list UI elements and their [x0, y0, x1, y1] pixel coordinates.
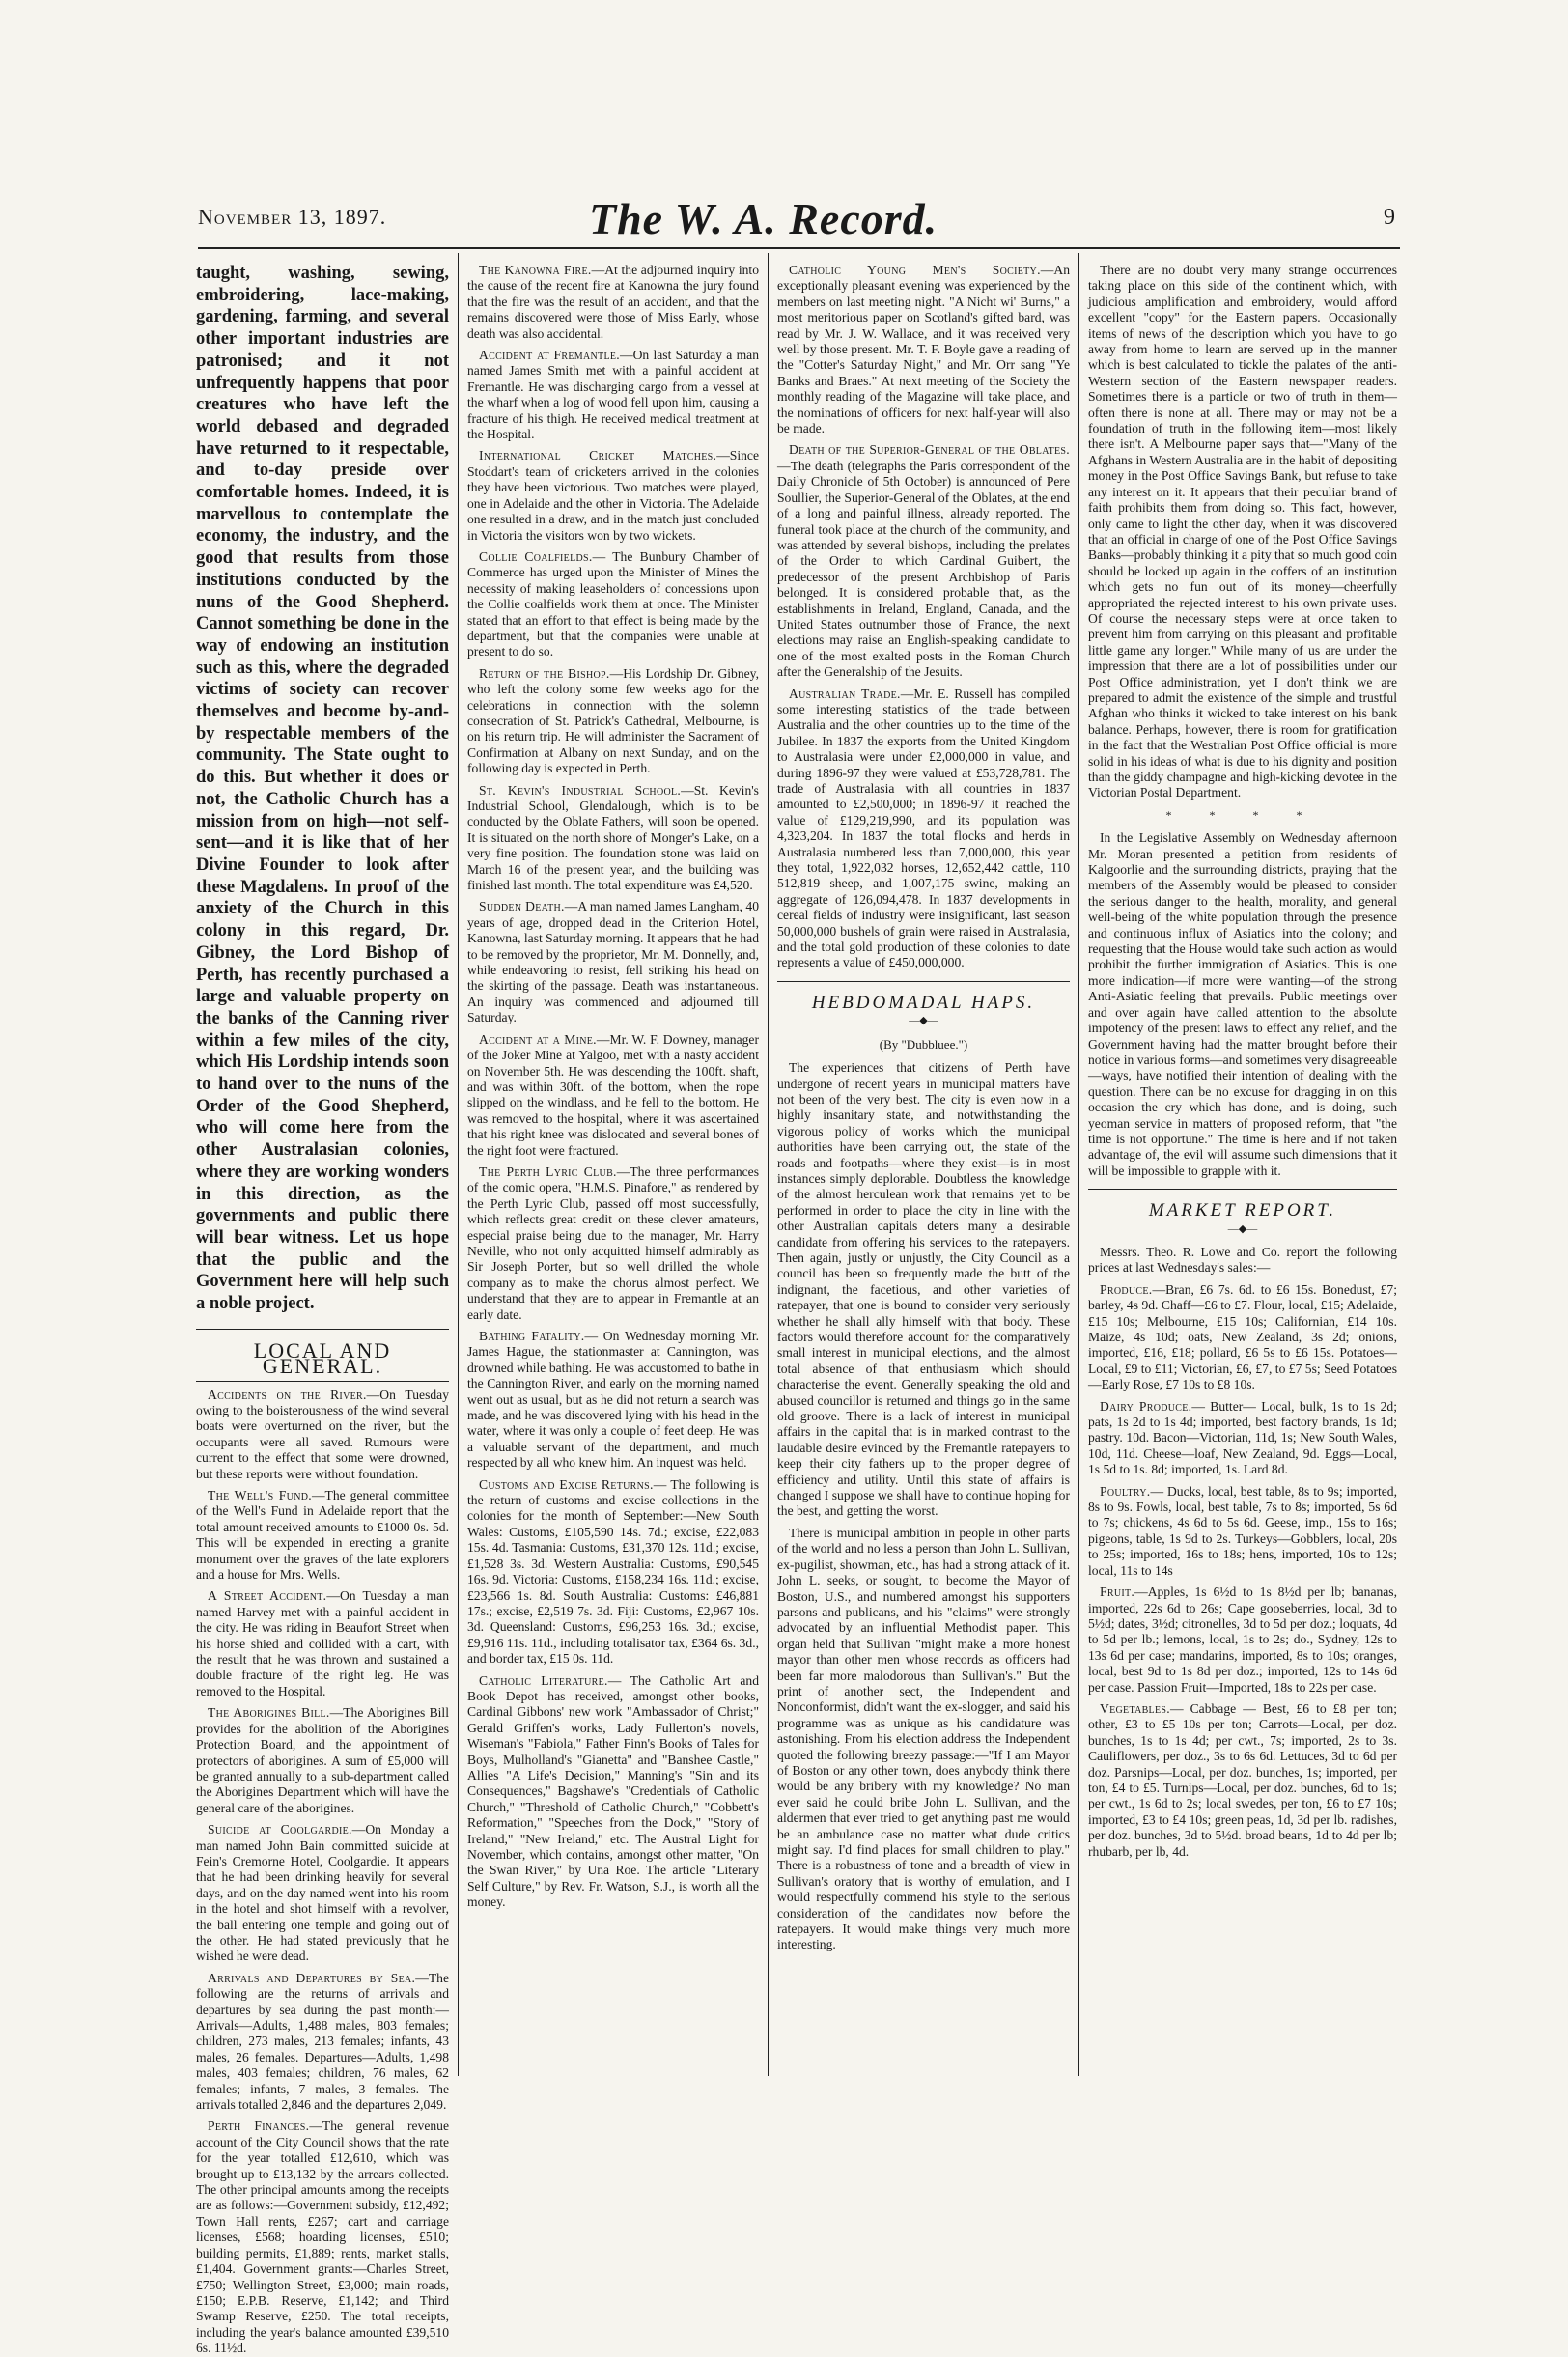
- news-item: [196, 1822, 449, 1965]
- section-rule: [196, 1381, 449, 1382]
- news-item-title: Dairy Produce.: [1100, 1398, 1192, 1414]
- news-item-title: Collie Coalfields.: [479, 548, 593, 564]
- news-items: [777, 263, 1070, 971]
- news-items: [467, 263, 759, 1911]
- issue-date: November 13, 1897.: [198, 205, 387, 229]
- news-item-text: —On Tuesday a man named Harvey met with a painful accident in the city. He was riding in Beaufort Street when his horse shied and collided with a cart, with the result that he was thrown and sustained a double fracture of the right leg. He was removed to the Hospital.: [196, 1588, 449, 1698]
- news-item-text: — Ducks, local, best table, 8s to 9s; imported, 8s to 9s. Fowls, local, best table, 7s to 8s; imported, 5s 6d to 7s; chickens, 4s 6d to 5s 6d. Geese, imp., 15s to 16s; pigeons, table, 1s 9d to 2s. Turkeys—Gobblers, local, 20s to 25s; imported, 16s to 18s; hens, imported, 10s to 12s; local, 11s to 14s: [1088, 1483, 1397, 1578]
- news-item-text: —Mr. W. F. Downey, manager of the Joker Mine at Yalgoo, met with a nasty accident on November 5th. He was descending the 100ft. shaft, and was within 30ft. of the bottom, when the rope slipped on the windlass, and he fell to the bottom. He was removed to the hospital, where it was ascertained that his right knee was dislocated and several bones of the right foot were fractured.: [467, 1031, 759, 1158]
- news-item: [467, 666, 759, 777]
- news-item: [1088, 1701, 1397, 1860]
- news-item: [467, 1673, 759, 1911]
- market-intro: Messrs. Theo. R. Lowe and Co. report the following prices at last Wednesday's sales:—: [1088, 1244, 1397, 1276]
- column-divider: [1078, 253, 1079, 2076]
- news-item-title: Customs and Excise Returns.: [479, 1476, 654, 1492]
- column-divider: [768, 253, 769, 2076]
- news-item-title: Australian Trade.: [789, 686, 901, 701]
- paragraph: There are no doubt very many strange occurrences taking place on this side of the continent which, with judicious amplification and embroidery, would afford excellent "copy" for the Eastern papers. Occasionally items of news of the description which you have to go away from home to learn are served up in the manner which is best calculated to tickle the palates of the anti-Western section of the Eastern newspaper readers. Sometimes there is a particle or two of truth in them—often there is none at all. There may or may not be a foundation of truth in the following item—most likely there isn't. A Melbourne paper says that—"Many of the Afghans in Western Australia are in the habit of depositing money in the Post Office Savings Bank, but refuse to take any interest on it. It appears that their peculiar brand of faith prohibits them from doing so. This fact, however, only came to light the other day, when it was discovered that an official in charge of one of the Post Office Savings Banks—probably thinking it a pity that so much good coin should be locked up again in the coffers of an institution which gets no fun out of its money—cheerfully appropriated the rejected interest to his own private uses. Of course the necessary steps were at once taken to prevent him from carrying on this pleasant and profitable little game any longer." While many of us are under the impression that there are a lot of possibilities under our Post Office administration, yet I don't think we are prepared to admit the existence of the simple and trustful Afghan who thinks it wicked to take interest on his bank balance. Perhaps, however, there is room for gratification in the fact that the Westralian Post Office official is more solid in his ideas of what is due to his dignity and position than the giddy champagne and high-kicking devotee in the Victorian Postal Department.: [1088, 263, 1397, 800]
- ornament-divider: —◆—: [909, 1015, 938, 1027]
- news-item: [467, 899, 759, 1025]
- news-item: [196, 1588, 449, 1699]
- news-item-text: —His Lordship Dr. Gibney, who left the colony some few weeks ago for the celebrations in connection with the solemn consecration of St. Patrick's Cathedral, Melbourne, is on his return trip. He will administer the Sacrament of Confirmation at Albany on next Sunday, and on the following day is expected in Perth.: [467, 665, 759, 776]
- news-item: [196, 1388, 449, 1482]
- news-item: [467, 1477, 759, 1668]
- column-4: [1088, 263, 1397, 2068]
- news-item-text: —At the adjourned inquiry into the cause of the recent fire at Kanowna the jury found that the fire was the result of an accident, and that the remains discovered were those of Miss Early, whose death was also accidental.: [467, 263, 759, 341]
- news-item-text: —A man named James Langham, 40 years of age, dropped dead in the Criterion Hotel, Kanowna, last Saturday morning. It appears that he had to be removed by the proprietor, Mr. M. Donnelly, and, while endeavoring to resist, fell striking his head on the skirting of the passage. Death was instantaneous. An inquiry was commenced and adjourned till Saturday.: [467, 899, 760, 1025]
- lead-article: [196, 263, 449, 1315]
- page-number: 9: [1384, 205, 1395, 230]
- news-item-title: Perth Finances.: [208, 2118, 310, 2134]
- paragraph: There is municipal ambition in people in other parts of the world and no less a person than John L. Sullivan, ex-pugilist, showman, etc., has had a strong attack of it. John L. seeks, or sought, to become the Mayor of Boston, U.S., and numbered amongst his supporters parsons and publicans, and his "claims" were strongly advocated by an influential Methodist paper. This organ held that Sullivan "might make a more honest mayor than other men whose records as officers had been far more malodorous than Sullivan's." But the print of another sect, the Independent and Nonconformist, didn't want the ex-slogger, and said his programme was as unique as his candidature was astonishing. From his election address the Independent quoted the following breezy passage:—"If I am Mayor of Boston or any other town, does anybody think there would be any bribery with my knowledge? No man ever said he could bribe John L. Sullivan, and the aldermen that ever tried to get anything past me would be an ambulance case no matter what dude critics might say. I'd find places for small children to play." There is a robustness of tone and a breadth of view in Sullivan's oratory that is worthy of emulation, and I would respectfully commend his style to the serious consideration of the candidates now before the ratepayers. It would make things very much more interesting.: [777, 1525, 1070, 1952]
- news-item: [777, 442, 1070, 680]
- news-item-text: —The death (telegraphs the Paris correspondent of the Daily Chronicle of 5th October) is announced of Pere Soullier, the Superior-General of the Oblates, at the end of a long and painful illness, already reported. The funeral took place at the church of the community, and was attended by several bishops, including the prelates of the Order to which Cardinal Guibert, the predecessor of the present Archbishop of Paris belonged. It is considered probable that, as the establishments in Ireland, England, Canada, and the United States outnumber those of France, the next elections may raise an English-speaking candidate to one of the most exalted posts in the Roman Church after the Generalship of the Jesuits.: [777, 458, 1070, 680]
- masthead-rule: [198, 247, 1400, 249]
- asterism-divider: * * * *: [1165, 807, 1320, 822]
- news-item-title: Sudden Death.: [479, 899, 565, 914]
- news-item-title: Arrivals and Departures by Sea.: [208, 1970, 416, 1985]
- news-item: [196, 1971, 449, 2114]
- ornament-divider: —◆—: [1227, 1222, 1258, 1235]
- news-item-title: Suicide at Coolgardie.: [208, 1822, 352, 1838]
- news-item-text: — The Bunbury Chamber of Commerce has urged upon the Minister of Mines the necessity of making leaseholders of concessions upon the Collie coalfields work them at once. The Minister stated that an effort to that effect is being made by the department, but that the companies were unable at present to do so.: [467, 548, 759, 659]
- news-item: [467, 549, 759, 660]
- news-item-text: — Cabbage — Best, £6 to £8 per ton; other, £3 to £5 10s per ton; Carrots—Local, per doz. bunches, 1s to 1s 4d; per cwt., 7s; imported, 2s to 3s. Cauliflowers, per doz., 3s to 6s 6d. Lettuces, 3d to 6d per doz. Parsnips—Local, per doz. bunches, 1s; imported, per ton, £4 to £5. Turnips—Local, per doz. bunches, 6d to 1s; per cwt., 1s 6d to 2s; local swedes, per ton, £6 to £7 10s; imported, £3 to £4 10s; green peas, 1d, 3d per lb. radishes, per doz. bunches, 3d to 5½d. broad beans, 1d to 4d per lb; rhubarb, per lb, 4d.: [1088, 1700, 1397, 1859]
- column-1: [196, 263, 450, 2356]
- news-item-text: —The general revenue account of the City Council shows that the rate for the year totalled £12,610, which was brought up to £13,132 by the arrears collected. The other principal amounts among the receipts are as follows:—Government subsidy, £12,492; Town Hall rents, £267; cart and carriage licenses, £568; hoarding licenses, £510; building permits, £1,889; rents, market stalls, £1,404. Government grants:—Charles Street, £750; Wellington Street, £3,000; main roads, £150; E.P.B. Reserve, £1,142; and Third Swamp Reserve, £250. The total receipts, including the year's balance amounted £39,510 6s. 11½d.: [196, 2118, 449, 2356]
- news-item-title: Death of the Superior-General of the Oblates.: [789, 442, 1070, 458]
- news-item-title: The Kanowna Fire.: [479, 263, 592, 277]
- news-item: [467, 1329, 759, 1472]
- news-item-title: Vegetables.: [1100, 1700, 1170, 1716]
- news-item-text: —On Tuesday owing to the boisterousness of the wind several boats were overturned on the river, but the occupants were all saved. Rumours were current to the effect that some were drowned, but these reports were without foundation.: [196, 1387, 450, 1481]
- news-item-text: —Bran, £6 7s. 6d. to £6 15s. Bonedust, £7; barley, 4s 9d. Chaff—£6 to £7. Flour, local, £15; Adelaide, £15 10s; Melbourne, £15 10s; Californian, £14 10s. Maize, 4s 10d; oats, New Zealand, 3s 2d; onions, imported, £16, £18; pollard, £6 5s to £6 15s. Potatoes—Local, £9 to £11; Victorian, £6, £7, to £7 5s; Seed Potatoes—Early Rose, £7 10s to £8 10s.: [1088, 1281, 1397, 1392]
- column-3: [777, 263, 1070, 2068]
- news-item-title: The Aborigines Bill.: [208, 1705, 330, 1721]
- section-rule: [196, 1329, 449, 1330]
- section-rule: [777, 981, 1070, 982]
- section-heading-local-and-general: LOCAL AND GENERAL.: [253, 1337, 392, 1379]
- news-item-title: Poultry.: [1100, 1483, 1151, 1499]
- news-item-text: —Since Stoddart's team of cricketers arrived in the colonies they have been victorious. Two matches were played, one in Adelaide and the other in Victoria. The Adelaide one resulted in a draw, and in the match just concluded in Victoria the visitors won by two wickets.: [467, 448, 759, 543]
- news-item-text: — Butter— Local, bulk, 1s to 1s 2d; pats, 1s 2d to 1s 4d; imported, best factory brands, 1s 1d; pastry. 10d. Bacon—Victorian, 11d, 1s; New South Wales, 10d, 11d. Cheese—loaf, New Zealand, 9d. Eggs—Local, 1s 5d to 1s. 8d; imported, 1s. Lard 8d.: [1088, 1398, 1397, 1477]
- news-item: [467, 1032, 759, 1159]
- news-item: [196, 2118, 449, 2356]
- news-item: [467, 263, 759, 342]
- news-item-text: —The Aborigines Bill provides for the abolition of the Aborigines Protection Board, and the appointment of protectors of aborigines. A sum of £5,000 will be granted annually to a sub-department called the Aborigines Department which will have the general care of the aborigines.: [196, 1705, 449, 1815]
- section-heading-market-report: MARKET REPORT.: [1148, 1200, 1337, 1221]
- news-item: [196, 1705, 449, 1816]
- news-item: [777, 263, 1070, 436]
- news-item-title: The Well's Fund.: [208, 1488, 312, 1502]
- news-item-title: Accident at a Mine.: [479, 1031, 597, 1047]
- news-item-title: International Cricket Matches.: [479, 448, 717, 463]
- news-item-text: —On last Saturday a man named James Smith met with a painful accident at Fremantle. He was discharging cargo from a vessel at the wharf when a log of wood fell upon him, causing a fracture of his thigh. He received medical treatment at the Hospital.: [467, 348, 759, 442]
- news-item: [467, 448, 759, 543]
- news-item-text: —St. Kevin's Industrial School, Glendalough, which is to be conducted by the Oblate Fathers, will soon be opened. It is situated on the north shore of Monger's Lake, on a very fine position. The foundation stone was laid on March 16 of the present year, and the building was finished last month. The total expenditure was £4,520.: [467, 782, 759, 893]
- news-item-title: Bathing Fatality.: [479, 1329, 585, 1343]
- column-2: [467, 263, 759, 2068]
- news-item-title: Produce.: [1100, 1281, 1153, 1297]
- news-item-text: — The Catholic Art and Book Depot has received, amongst other books, Cardinal Gibbons' new work "Ambassador of Christ;" Gerald Griffen's works, Lady Fullerton's novels, Wiseman's "Fabiola," Father Finn's Books of Tales for Boys, Mulholland's "Gianetta" and "Banshee Castle," Allies "A Life's Decision," Manning's "Sin and its Consequences," Bagshawe's "Credentials of Catholic Church," "Threshold of Catholic Church," "Cobbett's Reformation," "Speeches from the Dock," "Story of Ireland," "New Ireland," etc. The Austral Light for November, which contains, amongst other matter, "On the Swan River," by Una Roe. The article "Literary Self Culture," by Rev. Fr. Watson, S.J., is worth all the money.: [467, 1672, 759, 1910]
- news-item: [467, 783, 759, 894]
- news-item-text: — The following is the return of customs and excise collections in the colonies for the month of September:—New South Wales: Customs, £105,590 14s. 7d.; excise, £22,083 15s. 4d. Tasmania: Customs, £31,370 12s. 11d.; excise, £1,528 3s. 3d. Western Australia: Customs, £90,545 16s. 9d. Victoria: Customs, £158,234 16s. 11d.; excise, £23,566 1s. 8d. South Australia: Customs: £46,881 17s.; excise, £2,519 7s. 3d. Fiji: Customs, £2,967 10s. 3d. Queensland: Customs, £96,253 16s. 3d.; excise, £9,916 11s. 11d., including totalisator tax, £364 6s. 3d., and border tax, £15 0s. 11d.: [467, 1476, 760, 1667]
- news-item-title: Accident at Fremantle.: [479, 348, 620, 363]
- column-paragraphs: [777, 1060, 1070, 1953]
- news-item-title: Fruit.: [1100, 1585, 1135, 1600]
- news-item-title: The Perth Lyric Club.: [479, 1164, 617, 1179]
- news-item-text: — On Wednesday morning Mr. James Hague, the stationmaster at Cannington, was drowned while bathing. He was accustomed to bathe in the Cannington River, and early on the morning named went out as usual, but as he did not return a search was made, and he was discovered lying with his head in the water, where it was only a couple of feet deep. He was a valuable servant of the department, and much respected by all who knew him. An inquest was held.: [467, 1329, 759, 1471]
- news-item-text: —On Monday a man named John Bain committed suicide at Fein's Cremorne Hotel, Coolgardie. It appears that he had been drinking heavily for several days, and on the day named went into his room in the hotel and shot himself with a revolver, the ball entering one temple and going out of the other. He had stated previously that he wished he were dead.: [196, 1822, 449, 1964]
- news-item-title: Catholic Young Men's Society.: [789, 263, 1041, 277]
- market-items: [1088, 1282, 1397, 1860]
- news-item-title: A Street Accident.: [208, 1588, 327, 1604]
- news-items: [196, 1388, 449, 2357]
- newspaper-title: The W. A. Record.: [589, 194, 938, 243]
- section-heading-hebdomadal-haps: HEBDOMADAL HAPS.: [811, 992, 1036, 1013]
- news-item: [1088, 1585, 1397, 1696]
- news-item-title: St. Kevin's Industrial School.: [479, 782, 682, 798]
- news-item-title: Catholic Literature.: [479, 1672, 608, 1688]
- news-item-text: —Apples, 1s 6½d to 1s 8½d per lb; bananas, imported, 22s 6d to 26s; Cape gooseberries, local, 3d to 5½d; dates, 3½d; citronelles, 3d to 5d per doz.; loquats, 4d to 5d per lb.; lemons, local, 1s to 2s; do., Sydney, 12s to 13s 6d per case; mandarins, imported, 8s to 10s; oranges, local, best 9d to 1s 8d per doz.; imported, 12s to 14s 6d per case. Passion Fruit—Imported, 18s to 22s per case.: [1088, 1585, 1397, 1695]
- paragraph: The experiences that citizens of Perth have undergone of recent years in municipal matters have not been of the very best. The city is even now in a highly insanitary state, and notwithstanding the vigorous policy of works which the municipal authorities have been carrying out, the state of the roads and footpaths—where they exist—is in most instances simply deplorable. Doubtless the knowledge of the almost herculean work that remains yet to be performed in order to place the city in line with the other Australian capitals deters many a desirable candidate from offering his services to the ratepayers. Then again, justly or unjustly, the City Council as a council has been so frequently made the butt of the indignant, the facetious, and other varieties of ratepayer, that one is bound to consider very seriously whether he shall ally himself with that body. These factors would therefore account for the comparatively small interest in municipal elections, and the almost total absence of that enthusiasm which should characterise the event. Generally speaking the old and abused councillor is returned and things go in the same old groove. There is a lack of interest in municipal affairs in the capital that is in marked contrast to the laudable desire evinced by the Fremantle ratepayers to keep their city fathers up to the proper degree of efficiency and utility. Until this state of affairs is changed I suppose we shall have to continue hoping for the best, and getting the worst.: [777, 1060, 1070, 1519]
- news-item-text: —Mr. E. Russell has compiled some interesting statistics of the trade between Australia and the other countries up to the time of the Jubilee. In 1837 the exports from the United Kingdom to Australasia were under £2,000,000 in value, and during 1896-97 they were valued at £53,728,781. The trade of Australasia with all countries in 1837 amounted to £2,500,000; in 1896-97 it reached the value of £129,219,990, and its population was 4,323,204. In 1837 the total flocks and herds in Australasia numbered less than 7,000,000, this year they total, 1,922,032 horses, 12,652,442 cattle, 110 512,819 sheep, and 1,007,175 swine, making an aggregate of 126,094,478. In 1837 developments in cereal fields of industry were insignificant, last season 50,000,000 bushels of grain were raised in Australasia, and the total gold production of these colonies to date represents a value of £450,000,000.: [777, 686, 1070, 970]
- news-item: [467, 348, 759, 442]
- news-item: [196, 1488, 449, 1583]
- byline: (By "Dubbluee."): [879, 1036, 968, 1052]
- news-item: [1088, 1484, 1397, 1579]
- paragraph: In the Legislative Assembly on Wednesday afternoon Mr. Moran presented a petition from residents of Kalgoorlie and the surrounding districts, praying that the members of the Assembly would be pleased to consider the serious danger to the health, morality, and general well-being of the white population through the presence and continuous influx of Asiatics into the colony; and requesting that the House would take such action as would prohibit the further immigration of Asiatics. This is one more indication—if more were wanting—of the strong Anti-Asiatic feeling that prevails. Public meetings over and over again have called attention to the absolute impotency of the present laws to effect any relief, and the Government having had the matter brought before their notice in various forms—and sometimes very disagreeable—ways, have notified their intention of dealing with the question. There can be no excuse for dragging in on this occasion the cry which has done, and is doing, such yeoman service in matters of proposed reform, that "the time is not opportune." The time is here and if not taken advantage of, the evil will assume such dimensions that it will be impossible to grapple with it.: [1088, 830, 1397, 1178]
- news-item-text: —The general committee of the Well's Fund in Adelaide report that the total amount received amounts to £1000 0s. 5d. This will be expended in erecting a granite monument over the graves of the late explorers and a house for Mrs. Wells.: [196, 1488, 449, 1583]
- news-item-title: Return of the Bishop.: [479, 665, 610, 681]
- lead-article-text: taught, washing, sewing, embroidering, lace-making, gardening, farming, and several other important industries are patronised; and it not unfrequently happens that poor creatures who have left the world debased and degraded have returned to it respectable, and to-day preside over comfortable homes. Indeed, it is marvellous to contemplate the economy, the industry, and the good that results from those institutions conducted by the nuns of the Good Shepherd. Cannot something be done in the way of endowing an institution such as this, where the degraded victims of society can recover themselves and become by-and-by respectable members of the community. The State ought to do this. But whether it does or not, the Catholic Church has a mission from on high—not self-sent—and it is like that of her Divine Founder to look after these Magdalens. In proof of the anxiety of the Church in this colony in this regard, Dr. Gibney, the Lord Bishop of Perth, has recently purchased a large and valuable property on the banks of the Canning river within a few miles of the city, which His Lordship intends soon to hand over to the nuns of the Order of the Good Shepherd, who will come here from the other Australasian colonies, where they are working wonders in this direction, as the governments and public there will bear witness. Let us hope that the public and the Government here will help such a noble project.: [196, 264, 449, 1314]
- news-item: [1088, 1282, 1397, 1393]
- section-rule: [1088, 1189, 1397, 1190]
- news-item-text: —The following are the returns of arrivals and departures by sea during the past month:—Arrivals—Adults, 1,488 males, 803 females; children, 273 males, 213 females; infants, 43 males, 26 females. Departures—Adults, 1,498 males, 403 females; children, 76 males, 62 females; infants, 7 males, 3 females. The arrivals totalled 2,846 and the departures 2,049.: [196, 1970, 449, 2113]
- news-item: [1088, 1399, 1397, 1478]
- news-item: [777, 687, 1070, 971]
- news-item: [467, 1164, 759, 1323]
- column-divider: [458, 253, 459, 2076]
- masthead: [198, 193, 1395, 243]
- news-item-text: —An exceptionally pleasant evening was experienced by the members on last meeting night. "A Nicht wi' Burns," a most meritorious paper on Scotland's gifted bard, was read by Mr. J. W. Wallace, and it was received very well by those present. Mr. T. F. Boyle gave a reading of the "Cotter's Saturday Night," and Mr. Orr sang "Ye Banks and Braes." At next meeting of the Society the monthly reading of the Magazine will take place, and the nominations of officers for next half-year will also be made.: [777, 263, 1070, 436]
- news-item-text: —The three performances of the comic opera, "H.M.S. Pinafore," as rendered by the Perth Lyric Club, passed off most successfully, which reflects great credit on these clever amateurs, especial praise being due to the manager, Mr. Harry Neville, who not only acquitted himself admirably as Sir Joseph Porter, but so well drilled the whole company as to make the chorus almost perfect. We understand that they are to appear in Fremantle at an early date.: [467, 1164, 759, 1322]
- news-item-title: Accidents on the River.: [208, 1387, 367, 1402]
- column-paragraphs: [1088, 263, 1397, 1179]
